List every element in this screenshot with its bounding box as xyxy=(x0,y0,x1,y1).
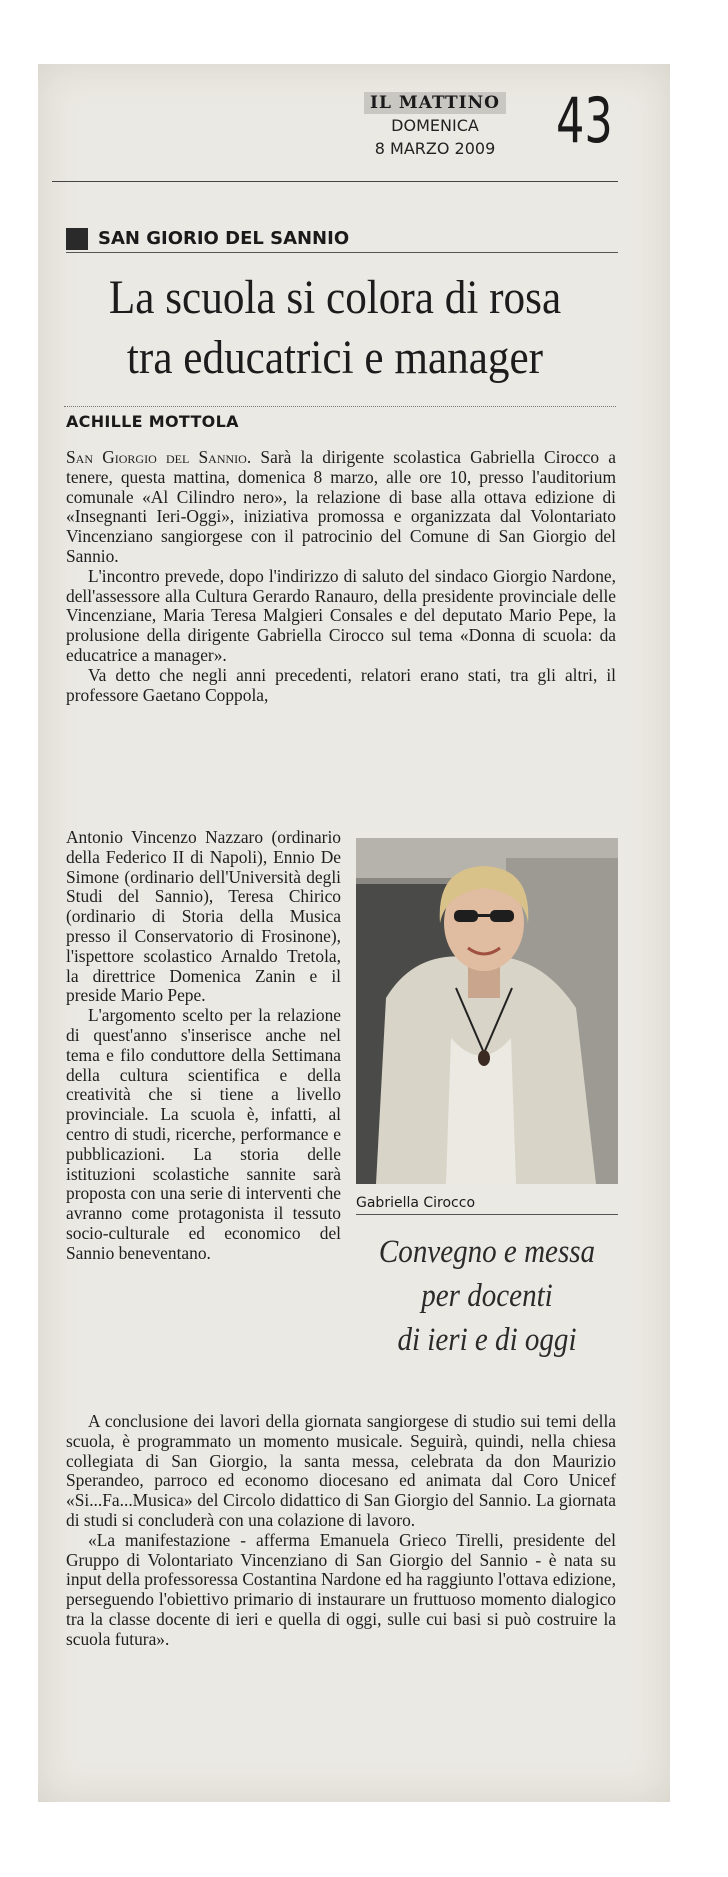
pull-quote-line-3: di ieri e di oggi xyxy=(397,1322,577,1358)
pull-quote-line-2: per docenti xyxy=(421,1278,553,1314)
paragraph: Va detto che negli anni precedenti, relatori erano stati, tra gli altri, il professore Gaetano Coppola, xyxy=(66,664,616,705)
masthead-date: 8 MARZO 2009 xyxy=(374,139,496,158)
masthead-day: DOMENICA xyxy=(391,116,479,135)
header-rule xyxy=(52,181,618,182)
section-marker-icon xyxy=(66,228,88,250)
headline xyxy=(80,268,589,388)
dateline: San Giorgio del Sannio. xyxy=(66,447,252,467)
paragraph: L'argomento scelto per la relazione di quest'anno s'inserisce anche nel tema e filo conduttore della Settimana della cultura scientifica e della creatività che si tiene a livello provinciale. La scuola è, infatti, al centro di studi, ricerche, performance e pubblicazioni. La storia delle istituzioni scolastiche sannite sarà proposta con una serie di interventi che avranno come protagonista il tessuto socio-culturale ed economico del Sannio beneventano. xyxy=(66,1005,341,1263)
paragraph: Antonio Vincenzo Nazzaro (ordinario della Federico II di Napoli), Ennio De Simone (ordinario dell'Università degli Studi del Sannio), Teresa Chirico (ordinario di Storia della Musica presso il Conservatorio di Frosinone), l'ispettore scolastico Arnaldo Tretola, la direttrice Domenica Zanin e il preside Mario Pepe. xyxy=(66,827,341,1006)
article-body-column xyxy=(66,828,341,1264)
pull-quote-line-1: Convegno e messa xyxy=(378,1234,596,1270)
headline-line-2: tra educatrici e manager xyxy=(126,331,544,384)
headline-line-1: La scuola si colora di rosa xyxy=(108,271,562,324)
paragraph xyxy=(66,448,616,567)
page-number: 43 xyxy=(556,84,613,157)
newspaper-name: IL MATTINO xyxy=(364,92,506,114)
pull-quote xyxy=(372,1230,603,1362)
portrait-photo xyxy=(356,838,618,1184)
article-body-top xyxy=(66,448,616,705)
portrait-image xyxy=(356,838,618,1184)
paragraph: A conclusione dei lavori della giornata sangiorgese di studio sui temi della scuola, è programmato un momento musicale. Seguirà, quindi, nella chiesa collegiata di San Giorgio, la santa messa, celebrata da don Maurizio Sperandeo, parroco ed economo diocesano ed animata dal Coro Unicef «Si...Fa...Musica» del Circolo didattico di San Giorgio del Sannio. La giornata di studi si concluderà con una colazione di lavoro. xyxy=(66,1411,616,1530)
byline: ACHILLE MOTTOLA xyxy=(66,412,239,431)
section-header xyxy=(66,226,618,253)
masthead xyxy=(360,92,510,160)
article-body-bottom xyxy=(66,1412,616,1650)
paragraph: L'incontro prevede, dopo l'indirizzo di saluto del sindaco Giorgio Nardone, dell'assessore alla Cultura Gerardo Ranauro, della presidente provinciale delle Vincenziane, Maria Teresa Malgieri Consales e del deputato Mario Pepe, la prolusione della dirigente Gabriella Cirocco sul tema «Donna di scuola: da educatrice a manager». xyxy=(66,565,616,665)
paragraph-text: Sarà la dirigente scolastica Gabriella Cirocco a tenere, questa mattina, domenica 8 marzo, alle ore 10, presso l'auditorium comunale «Al Cilindro nero», la relazione di base alla ottava edizione di «Insegnanti Ieri-Oggi», iniziativa promossa e organizzata dal Volontariato Vincenziano sangiorgese con il patrocinio del Comune di San Giorgio del Sannio. xyxy=(66,447,617,566)
photo-caption: Gabriella Cirocco xyxy=(356,1195,618,1215)
section-label: SAN GIORIO DEL SANNIO xyxy=(98,228,350,249)
byline-rule xyxy=(64,406,616,407)
paragraph: «La manifestazione - afferma Emanuela Grieco Tirelli, presidente del Gruppo di Volontariato Vincenziano di San Giorgio del Sannio - è nata su input della professoressa Costantina Nardone ed ha raggiunto l'ottava edizione, perseguendo l'obiettivo primario di instaurare un fruttuoso momento dialogico tra la classe docente di ieri e quella di oggi, sulle cui basi si può costruire la scuola futura». xyxy=(66,1529,616,1649)
